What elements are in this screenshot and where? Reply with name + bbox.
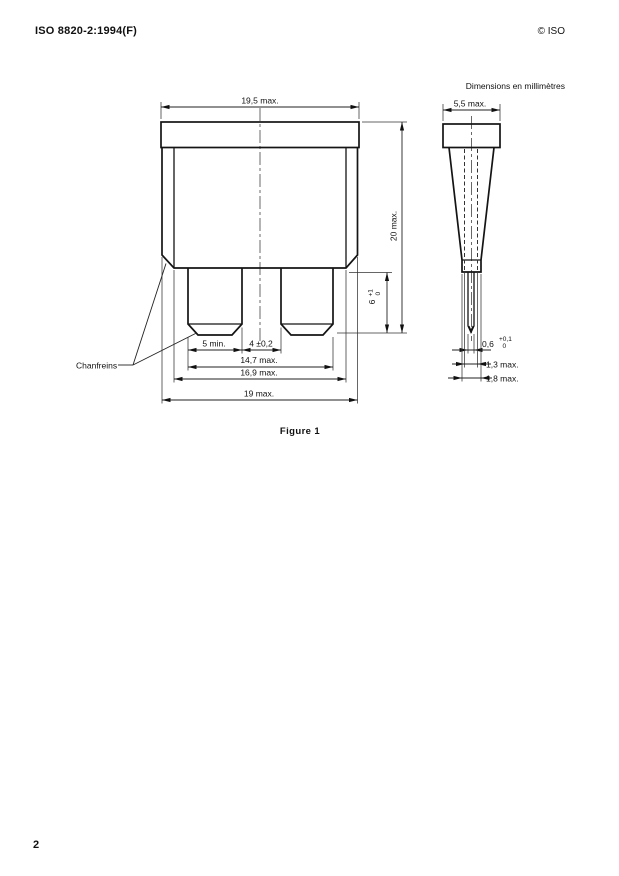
arrowhead <box>242 348 251 352</box>
dim-label-blade-thickness-tol-minus: 0 <box>502 343 507 350</box>
dim-label-blade-length-tol-minus: 0 <box>375 291 382 296</box>
dim-blade-thickness <box>452 334 512 354</box>
leader-line-blade-chamfer <box>133 334 196 366</box>
dim-label-blade-gap: 4 ±0,2 <box>249 338 273 349</box>
blade-left-outline <box>188 268 242 335</box>
dim-blade-length <box>349 273 392 334</box>
dim-label-blade-thickness: 0,6 <box>482 339 494 349</box>
dim-label-base-width: 1,8 max. <box>486 373 519 384</box>
fuse-front-view <box>161 108 359 344</box>
arrowhead <box>338 377 347 381</box>
arrowhead <box>454 376 463 380</box>
arrowhead <box>460 348 469 352</box>
arrowhead <box>385 325 389 334</box>
chamfers-callout <box>76 264 196 371</box>
arrowhead <box>162 398 171 402</box>
arrowhead <box>161 105 170 109</box>
page-number: 2 <box>33 839 40 851</box>
arrowhead <box>478 362 487 366</box>
dim-label-blade-width: 5 min. <box>202 338 226 349</box>
standard-number: ISO 8820-2:1994(F) <box>35 25 138 37</box>
arrowhead <box>351 105 360 109</box>
arrowhead <box>188 365 197 369</box>
leader-line-body-chamfer <box>133 264 166 366</box>
side-blade-outline <box>468 272 474 333</box>
arrowhead <box>188 348 197 352</box>
dim-label-cap-width: 19,5 max. <box>241 95 279 106</box>
arrowhead <box>273 348 282 352</box>
dim-label-blade-thickness-tol-plus: +0,1 <box>499 336 512 343</box>
arrowhead <box>400 122 404 131</box>
dim-label-blade-length-tol-plus: +1 <box>367 289 375 297</box>
arrowhead <box>400 325 404 334</box>
blade-right-outline <box>281 268 333 335</box>
arrowhead <box>325 365 334 369</box>
figure-caption: Figure 1 <box>279 426 321 437</box>
dimensions-unit-note: Dimensions en millimètres <box>465 81 565 91</box>
arrowhead <box>385 273 389 282</box>
arrowhead <box>234 348 243 352</box>
copyright-notice: © ISO <box>537 26 565 37</box>
arrowhead <box>492 108 501 112</box>
dim-label-blade-length: 6 <box>367 299 377 305</box>
dim-label-slot-width: 1,3 max. <box>486 359 519 370</box>
dim-label-height: 20 max. <box>388 210 399 242</box>
arrowhead <box>349 398 358 402</box>
dim-label-side-cap-width: 5,5 max. <box>453 98 487 109</box>
arrowhead <box>174 377 183 381</box>
chamfers-label: Chanfreins <box>76 360 118 371</box>
arrowhead <box>443 108 452 112</box>
dim-label-bottom-width: 16,9 max. <box>240 367 278 378</box>
dim-label-overall-width: 19 max. <box>243 388 275 399</box>
dim-label-blade-span: 14,7 max. <box>240 355 278 365</box>
arrowhead <box>456 362 465 366</box>
fuse-side-view <box>443 116 500 341</box>
